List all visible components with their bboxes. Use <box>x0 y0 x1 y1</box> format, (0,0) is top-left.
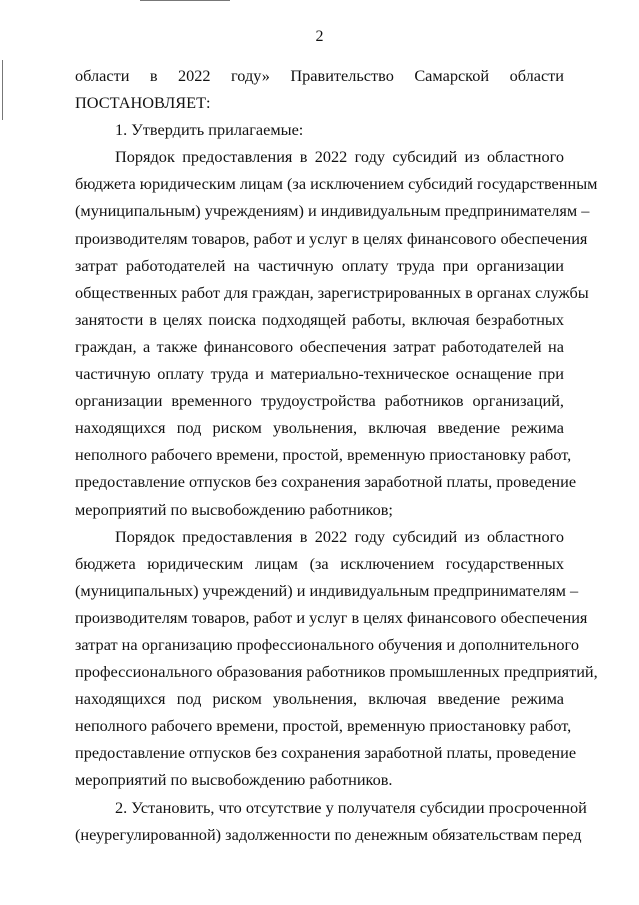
text-line: 2. Установить, что отсутствие у получателя субсидии просроченной <box>115 797 587 817</box>
text-line: ПОСТАНОВЛЯЕТ: <box>75 93 211 113</box>
text-line: Порядок предоставления в 2022 году субсидий из областного <box>115 526 564 546</box>
text-line: мероприятий по высвобождению работников; <box>75 499 393 519</box>
paragraph <box>75 116 564 143</box>
text-line: неполного рабочего времени, простой, временную приостановку работ, <box>75 445 572 465</box>
paragraph <box>75 143 598 522</box>
text-line: общественных работ для граждан, зарегистрированных в органах службы <box>75 282 589 302</box>
text-line: затрат на организацию профессионального обучения и дополнительного <box>75 634 579 654</box>
page-number: 2 <box>315 28 324 45</box>
text-line: бюджета юридическим лицам (за исключением субсидий государственным <box>75 174 598 194</box>
text-line: частичную оплату труда и материально-техническое оснащение при <box>75 364 564 384</box>
text-line: находящихся под риском увольнения, включая введение режима <box>75 689 564 709</box>
text-line: граждан, а также финансового обеспечения затрат работодателей на <box>75 336 564 356</box>
text-line: занятости в целях поиска подходящей работы, включая безработных <box>75 309 564 329</box>
text-line: предоставление отпусков без сохранения заработной платы, проведение <box>75 472 577 492</box>
text-line: предоставление отпусков без сохранения заработной платы, проведение <box>75 743 577 763</box>
text-line: (неурегулированной) задолженности по денежным обязательствам перед <box>75 824 582 844</box>
text-line: производителям товаров, работ и услуг в целях финансового обеспечения <box>75 607 588 627</box>
text-line: 1. Утвердить прилагаемые: <box>115 120 304 140</box>
paragraph <box>75 62 564 116</box>
scan-artifact-left <box>2 60 3 120</box>
text-line: неполного рабочего времени, простой, временную приостановку работ, <box>75 716 572 736</box>
document-body <box>75 62 598 848</box>
text-line: бюджета юридическим лицам (за исключением государственных <box>75 553 564 573</box>
text-line: профессионального образования работников промышленных предприятий, <box>75 662 598 682</box>
text-line: (муниципальных) учреждений) и индивидуальным предпринимателям – <box>75 580 579 600</box>
text-line: организации временного трудоустройства работников организаций, <box>75 391 564 411</box>
paragraph <box>75 794 587 848</box>
text-line: производителям товаров, работ и услуг в целях финансового обеспечения <box>75 228 588 248</box>
text-line: затрат работодателей на частичную оплату труда при организации <box>75 255 564 275</box>
text-line: области в 2022 году» Правительство Самарской области <box>75 66 564 85</box>
paragraph <box>75 523 598 794</box>
text-line: мероприятий по высвобождению работников. <box>75 770 393 790</box>
text-line: Порядок предоставления в 2022 году субсидий из областного <box>115 147 564 167</box>
text-line: (муниципальным) учреждениям) и индивидуальным предпринимателям – <box>75 201 590 221</box>
scan-artifact-top <box>140 0 230 1</box>
text-line: находящихся под риском увольнения, включая введение режима <box>75 418 564 438</box>
